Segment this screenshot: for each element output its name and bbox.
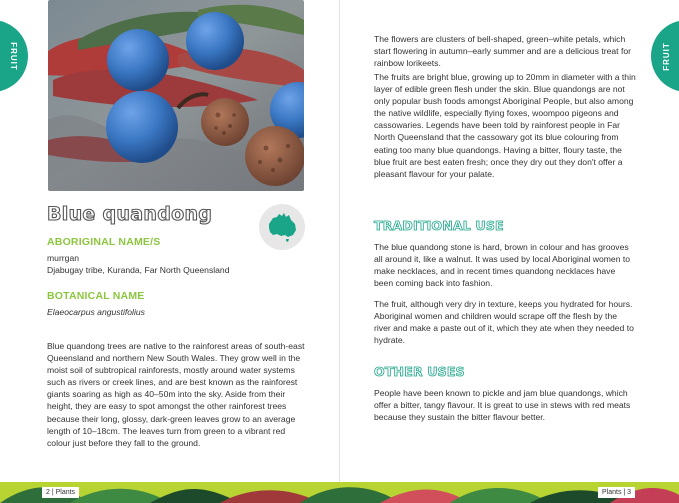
- australia-map-icon: [259, 204, 305, 250]
- botanical-name: Elaeocarpus angustifolius: [47, 307, 145, 317]
- botanical-name-heading: BOTANICAL NAME: [47, 290, 145, 302]
- footer-left-page-number: 2 | Plants: [42, 487, 79, 498]
- left-page: [0, 0, 339, 482]
- fruits-paragraph: The fruits are bright blue, growing up to 20mm in diameter with a thin layer of edible green flesh under the skin. Blue quandongs are not only popular bush foods amongst Aboriginal People, but also among the native wildlife, especially flying foxes, woompoo pigeons and cassowaries. Legends have been told by rainforest people in Far North Queensland that the cassowary got its blue colouring from eating too many blue quandongs. Having a bitter, floury taste, the blue fruit are best eaten fresh; once they dry out they don't offer a pleasant flavour for your palate.: [374, 72, 636, 179]
- other-uses-heading: OTHER USES: [374, 364, 465, 379]
- traditional-use-paragraph-2: The fruit, although very dry in texture, keeps you hydrated for hours. Aboriginal women and children would scrape off the flesh by the river and make a paste out of it, which they ate when they needed to hydrate.: [374, 299, 634, 346]
- plant-title: Blue quandong: [47, 203, 213, 225]
- photo-illustration: [48, 0, 304, 191]
- traditional-use-heading: TRADITIONAL USE: [374, 218, 504, 233]
- intro-paragraph: Blue quandong trees are native to the rainforest areas of south-east Queensland and northern New South Wales. They grow well in the moist soil of subtropical rainforests, mostly around water systems such as rivers or creek lines, and are best known as the rainforest giants soaring as high as 40–50m into the sky. Aside from their height, they are easy to spot amongst the other rainforest trees because their long, glossy, dark-green leaves grow to an average length of 10–18cm. The leaves turn from green to a vibrant red colour just before they fall to the ground.: [47, 341, 305, 448]
- aboriginal-name: murrgan: [47, 253, 79, 263]
- flowers-paragraph: The flowers are clusters of bell-shaped, green–white petals, which start flowering in autumn–early summer and are a delicious treat for rainbow lorikeets.: [374, 34, 631, 69]
- footer-leaf-strip: [0, 482, 679, 503]
- aboriginal-name-heading: ABORIGINAL NAME/S: [47, 236, 161, 248]
- fruit-tab-left: [0, 20, 28, 92]
- aboriginal-place: Djabugay tribe, Kuranda, Far North Queensland: [47, 265, 230, 275]
- footer-right-page-number: Plants | 3: [598, 487, 635, 498]
- fruit-tab-right: [651, 20, 679, 92]
- other-uses-paragraph: People have been known to pickle and jam blue quandongs, which offer a bitter, tangy flavour. It is great to use in stews with red meats because they sustain the bitter flavour better.: [374, 388, 631, 423]
- right-page: [340, 0, 679, 482]
- fruit-tab-label: FRUIT: [8, 41, 18, 71]
- blue-quandong-photo: [48, 0, 304, 191]
- traditional-use-paragraph-1: The blue quandong stone is hard, brown in colour and has grooves all around it, like a walnut. It was used by local Aboriginal women to make necklaces, and in recent times quandong necklaces have been coming back into fashion.: [374, 242, 631, 289]
- fruit-tab-label: FRUIT: [661, 41, 671, 71]
